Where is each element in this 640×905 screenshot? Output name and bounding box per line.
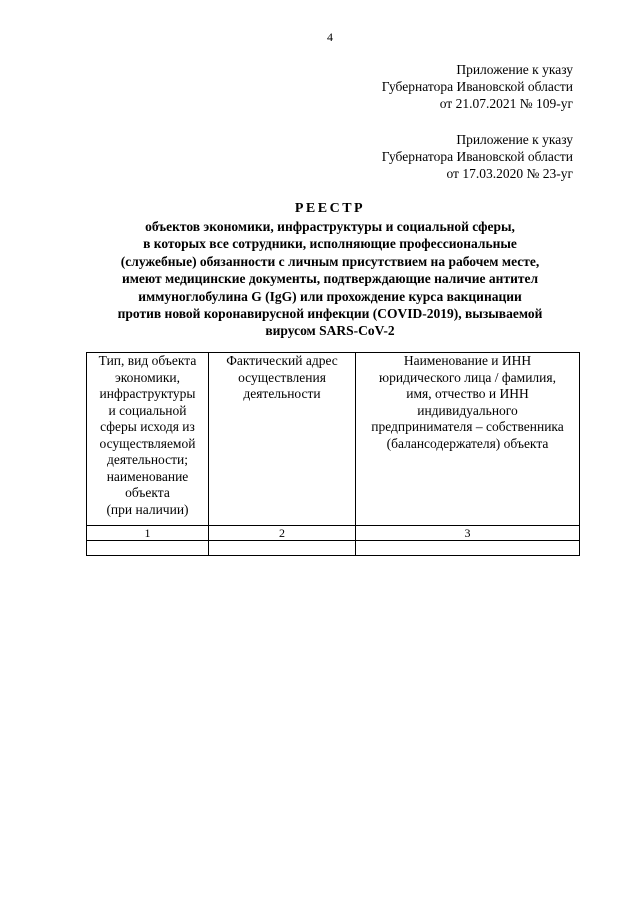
header-line: объекта [125, 485, 170, 500]
registry-title-main: РЕЕСТР [294, 201, 366, 216]
header-line: Фактический адрес [226, 353, 338, 368]
header-line: (балансодержателя) объекта [386, 435, 549, 451]
header-line: наименование [106, 468, 189, 484]
appendix-line: Губернатора Ивановской области [381, 149, 573, 164]
header-line: индивидуального [417, 402, 518, 418]
header-line: (при наличии) [106, 501, 189, 517]
header-line: и социальной [108, 402, 187, 418]
appendix-note-original [382, 131, 573, 182]
header-line: деятельности [243, 386, 321, 401]
appendix-line: от 17.03.2020 № 23-уг [446, 166, 573, 181]
registry-title-line: вирусом SARS-CoV-2 [265, 323, 395, 339]
header-line: осуществления [238, 369, 326, 385]
column-number: 3 [356, 526, 580, 541]
registry-title-line: объектов экономики, инфраструктуры и социальной сферы, [145, 219, 515, 234]
registry-title-line: против новой коронавирусной инфекции (COVID-2019), вызываемой [117, 306, 543, 322]
header-line: имя, отчество и ИНН [406, 386, 529, 401]
column-number-row [87, 526, 580, 541]
header-line: сферы исходя из [100, 419, 195, 434]
appendix-line: Губернатора Ивановской области [381, 79, 573, 94]
header-line: инфраструктуры [99, 386, 196, 401]
appendix-line: от 21.07.2021 № 109-уг [439, 96, 573, 111]
registry-title [80, 200, 580, 340]
registry-title-line: (служебные) обязанности с личным присутствием на рабочем месте, [120, 253, 540, 269]
header-line: Тип, вид объекта [98, 353, 197, 368]
table-cell [356, 541, 580, 556]
column-number: 1 [87, 526, 209, 541]
appendix-note [382, 61, 573, 112]
header-line: юридического лица / фамилия, [379, 369, 556, 385]
table-cell [209, 541, 356, 556]
table-row [87, 541, 580, 556]
header-line: предпринимателя – собственника [371, 419, 564, 434]
table-header-row [87, 353, 580, 526]
registry-title-line: иммуноглобулина G (IgG) или прохождение курса вакцинации [138, 288, 522, 304]
column-header-owner [356, 353, 580, 526]
header-line: осуществляемой [99, 435, 196, 451]
header-line: деятельности; [106, 452, 189, 467]
registry-table [86, 352, 580, 556]
registry-title-line: в которых все сотрудники, исполняющие профессиональные [143, 236, 517, 252]
table-cell [87, 541, 209, 556]
column-header-address [209, 353, 356, 526]
column-header-object-type [87, 353, 209, 526]
page-number: 4 [327, 30, 333, 44]
header-line: экономики, [114, 369, 181, 385]
registry-title-line: имеют медицинские документы, подтверждающие наличие антител [121, 271, 539, 287]
appendix-line: Приложение к указу [456, 132, 573, 147]
header-line: Наименование и ИНН [403, 353, 532, 368]
appendix-line: Приложение к указу [456, 62, 573, 77]
column-number: 2 [209, 526, 356, 541]
